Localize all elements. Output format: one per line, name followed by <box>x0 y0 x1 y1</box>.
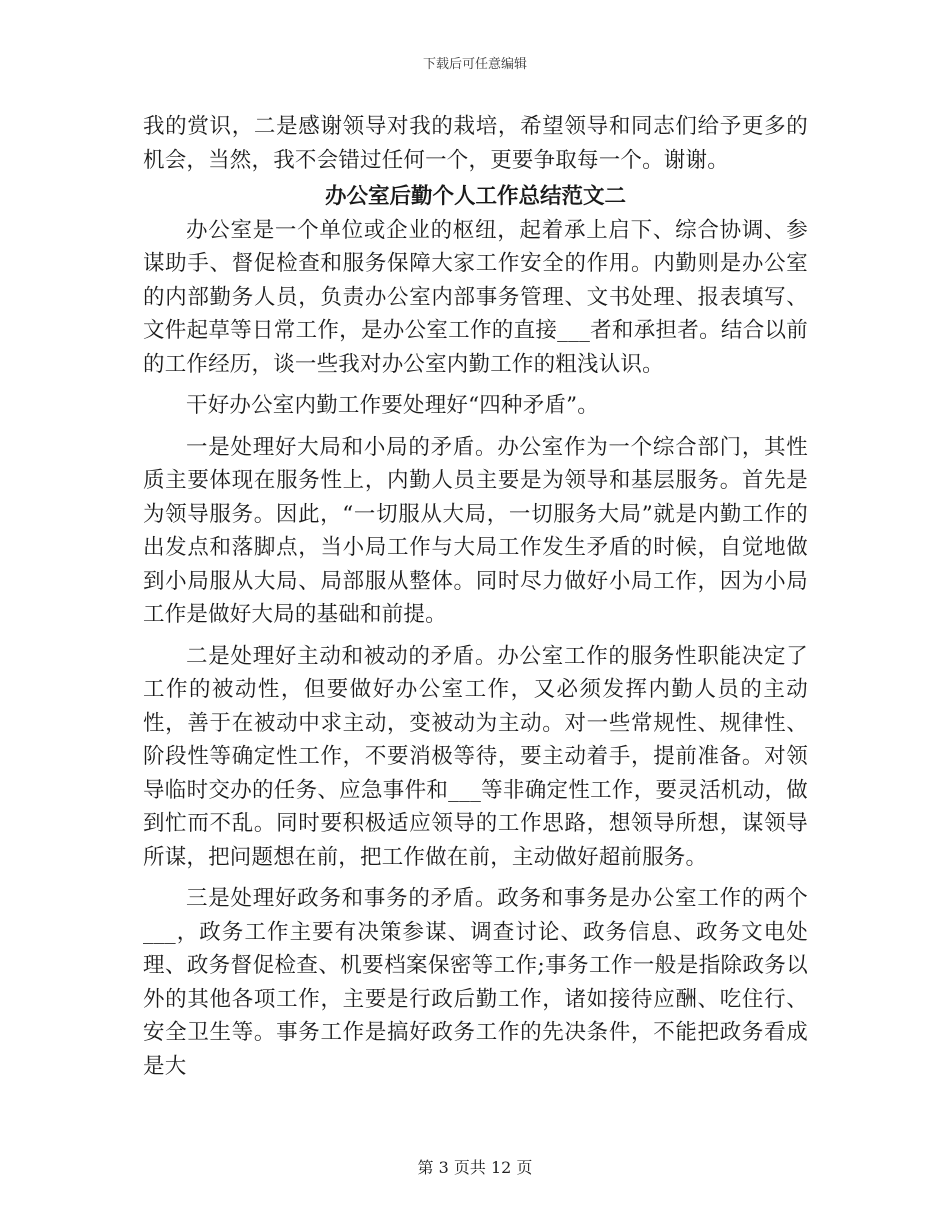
page-number: 第 3 页共 12 页 <box>417 1158 533 1177</box>
section-title: 办公室后勤个人工作总结范文二 <box>324 184 626 209</box>
page-header-note: 下载后可任意编辑 <box>422 57 527 72</box>
paragraph-four-contradictions: 干好办公室内勤工作要处理好“四种矛盾”。 <box>186 393 599 418</box>
paragraph-point-two: 二是处理好主动和被动的矛盾。办公室工作的服务性职能决定了工作的被动性，但要做好办公室工作，又必须发挥内勤人员的主动性，善于在被动中求主动，变被动为主动。对一些常规性、规律性、阶段性等确定性工作，不要消极等待，要主动着手，提前准备。对领导临时交办的任务、应急事件和___等非确定性工作，要灵活机动，做到忙而不乱。同时要积极适应领导的工作思路，想领导所想，谋领导所谋，把问题想在前，把工作做在前，主动做好超前服务。 <box>143 643 808 870</box>
paragraph-point-one: 一是处理好大局和小局的矛盾。办公室作为一个综合部门，其性质主要体现在服务性上，内勤人员主要是为领导和基层服务。首先是为领导服务。因此，“一切服从大局，一切服务大局”就是内勤工作的出发点和落脚点，当小局工作与大局工作发生矛盾的时候，自觉地做到小局服从大局、局部服从整体。同时尽力做好小局工作，因为小局工作是做好大局的基础和前提。 <box>143 434 808 627</box>
document-body <box>143 110 808 1083</box>
paragraph-continuation: 我的赏识，二是感谢领导对我的栽培，希望领导和同志们给予更多的机会，当然，我不会错过任何一个，更要争取每一个。谢谢。 <box>143 114 808 173</box>
paragraph-point-three: 三是处理好政务和事务的矛盾。政务和事务是办公室工作的两个___，政务工作主要有决策参谋、调查讨论、政务信息、政务文电处理、政务督促检查、机要档案保密等工作;事务工作一般是指除政务以外的其他各项工作，主要是行政后勤工作，诸如接待应酬、吃住行、安全卫生等。事务工作是搞好政务工作的先决条件，不能把政务看成是大 <box>143 886 808 1079</box>
paragraph-intro: 办公室是一个单位或企业的枢纽，起着承上启下、综合协调、参谋助手、督促检查和服务保障大家工作安全的作用。内勤则是办公室的内部勤务人员，负责办公室内部事务管理、文书处理、报表填写、文件起草等日常工作，是办公室工作的直接___者和承担者。结合以前的工作经历，谈一些我对办公室内勤工作的粗浅认识。 <box>143 217 808 377</box>
